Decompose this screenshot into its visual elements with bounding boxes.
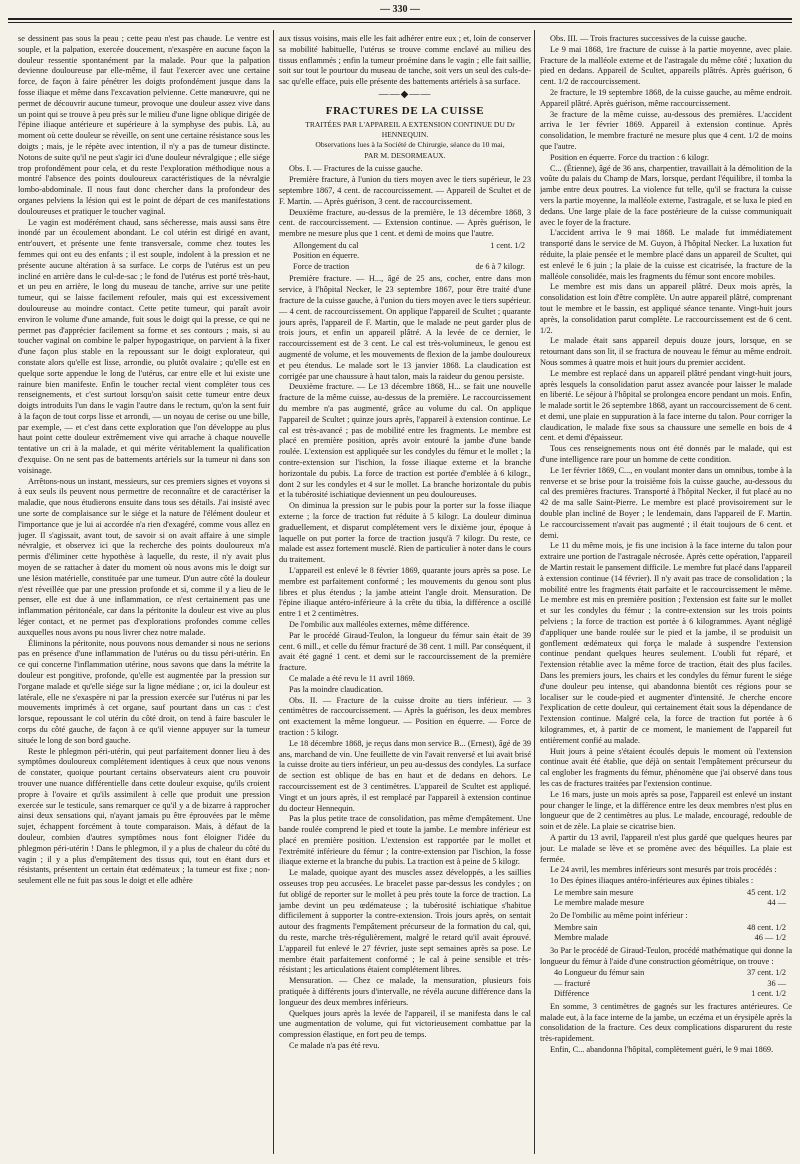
- paragraph: Le 18 décembre 1868, je reçus dans mon service B... (Ernest), âgé de 39 ans, marchand de vin. Une feuillette de vin l'avait renversé et lui avait brisé la cuisse droite au tiers inférieur, un peu au-dessus des condyles. La surface de section est oblique de bas en haut et de dedans en dehors. Le raccourcissement est de 3 centimètres. L'appareil de Scultet est appliqué. Vingt et un jours après, il est remplacé par l'appareil à extension continue du docteur Hennequin.: [279, 738, 531, 813]
- paragraph: Le malade, quoique ayant des muscles assez développés, a les saillies osseuses trop peu accusées. Le bracelet passe par-dessus les condyles ; on fut obligé de reporter sur le mollet à peu près toute la force de traction. La jambe devint un peu œdémateuse ; la tubérosité ischiatique s'habitue difficilement à supporter la contre-extension. Trois jours après, on sentait autour des fragments l'empâtement précurseur de la formation du cal, qui, du reste, marche très-régulièrement, malgré le retard qu'il avait éprouvé. L'appareil fut enlevé le 27 février, juste sept semaines après sa pose. Le membre était parfaitement conformé ; le cal à peine sensible et très-résistant ; les articulations étaient complétement libres.: [279, 868, 531, 975]
- measurement-row: [540, 898, 792, 909]
- column-1: [18, 34, 270, 1154]
- paragraph: 3e fracture de la même cuisse, au-dessous des premières. L'accident arriva le 1er février 1869. Appareil à extension continue. Après consolidation, le membre fracturé ne mesure plus que 4 cent. 1/2 de moins que l'autre.: [540, 109, 792, 151]
- measurement-table: [540, 888, 792, 909]
- paragraph: Position en équerre. Force du traction : 6 kilogr.: [550, 152, 709, 162]
- paragraph: Le membre est mis dans un appareil plâtré. Deux mois après, la consolidation est loin d'être complète. Un autre appareil plâtré, comprenant tout le membre et le bassin, est appliqué séance tenante. Vingt-huit jours après, la consolidation parut complète. Le raccourcissement est de 6 cent. 1/2.: [540, 282, 792, 335]
- measurement-table: [279, 241, 531, 273]
- measurement-label: Position en équerre.: [293, 251, 360, 261]
- measurement-value: de 6 à 7 kilogr.: [475, 261, 525, 271]
- measurement-label: Allongement du cal: [293, 240, 359, 250]
- paragraph: Le vagin est modérément chaud, sans sécheresse, mais aussi sans être inondé par un écoulement abondant. Le col utérin est dirigé en avant, entr'ouvert, et présente une fente transversale, comme chez toutes les femmes qui ont eu des enfants ; il est souple, indolent à la pression et ne présente aucune altération à sa surface. Le corps de l'utérus est un peu incliné en arrière dans le cul-de-sac ; le fond de l'utérus est porté très-haut, et un peu en arrière, le long du museau de tanche, arrive sur une petite tumeur, qui se laisse facilement refouler, mais qui est excessivement douloureuse au moindre contact. Cette petite tumeur, qui paraît avoir environ le volume d'une amande, fuit sous le doigt qui la presse, ce qui ne permet pas d'apprécier facilement sa forme et ses contours ; mais, si au toucher vaginal on combine le palper hypogastrique, on parvient à la fixer d'une façon plus stable en la repoussant sur le doigt explorateur, qui constate alors qu'elle est lisse, arrondie, ou plutôt ovalaire ; qu'elle est en quelque sorte appendue le long de l'utérus, car entre elle et lui existe une rainure bien manifeste. Enfin le toucher rectal vient compléter tous ces renseignements, et c'est surtout lorsqu'on saisit cette tumeur entre deux doigts introduits l'un dans le vagin l'autre dans le rectum, qu'on la sent fuir à la façon de tout corps lisse et arrondi, — un noyau de cerise ou une bille, par exemple, — et c'est dans cette exploration que l'on développe au plus haut point cette douleur extrêmement vive qui arrache à chaque nouvelle tentative un cri à la malade, et qui mérite véritablement la qualification d'exquise. On ne sent pas de battements artériels sur la tumeur ni dans son voisinage.: [18, 217, 270, 475]
- paragraph: Pas la moindre claudication.: [289, 684, 384, 694]
- article-title: FRACTURES DE LA CUISSE: [325, 104, 485, 117]
- measurement-value: 44 —: [767, 898, 786, 908]
- measurement-row: [279, 241, 531, 252]
- paragraph: Le 24 avril, les membres inférieurs sont mesurés par trois procédés :: [550, 865, 777, 875]
- page-number: — 330 —: [380, 4, 420, 15]
- measurement-row: [540, 989, 792, 1000]
- measurement-label: 4o Longueur du fémur sain: [554, 968, 645, 978]
- section-ornament: ——◆——: [378, 88, 432, 100]
- measurement-table: [540, 968, 792, 1000]
- paragraph: Première fracture. — H..., âgé de 25 ans, cocher, entre dans mon service, à l'hôpital Necker, le 23 septembre 1867, pour être traité d'une fracture de la cuisse gauche, à l'union du tiers moyen avec le tiers supérieur. — 4 cent. de raccourcissement. On applique l'appareil de Scultet ; quarante jours après, l'appareil de F. Martin, que le malade ne peut garder plus de trois jours, et enfin un appareil plâtré. A la levée de ce dernier, le raccourcissement est de 3 cent. Le cal est très-volumineux, le genou est augmenté de volume, et les mouvements de flexion de la jambe douloureux et peu étendus. Le malade sort le 13 janvier 1868. La claudication est corrigée par une chaussure à haut talon, mais la raideur du genou persiste.: [279, 274, 531, 381]
- measurement-label: Le membre malade mesure: [554, 898, 645, 908]
- measurement-row: [540, 933, 792, 944]
- paragraph: En somme, 3 centimètres de gagnés sur les fractures antérieures. Ce malade eut, à la face interne de la jambe, un eczéma et un érysipèle après la consolidation de la fracture. Ces deux complications disparurent du reste très-rapidement.: [540, 1001, 792, 1044]
- measurement-row: [540, 923, 792, 934]
- measurement-row: [540, 968, 792, 979]
- paragraph: De l'ombilic aux malléoles externes, même différence.: [289, 619, 470, 629]
- column-divider-2: [534, 30, 535, 1154]
- paragraph: Quelques jours après la levée de l'appareil, il se manifesta dans le cal une augmentation de volume, qui fut victorieusement combattue par la compression élastique, en fort peu de temps.: [279, 1008, 531, 1040]
- measurement-value: 48 cent. 1/2: [747, 922, 786, 932]
- measurement-label: Différence: [554, 989, 590, 999]
- paragraph: On diminua la pression sur le pubis pour la porter sur la fosse iliaque externe ; la force de traction fut réduite à 5 kilogr. La douleur diminua graduellement, et disparut complétement vers le dixième jour, époque à laquelle on put porter la force de traction jusqu'à 7 kilogr. Du reste, ce malade est assez fortement musclé. Rien de particulier à noter dans le cours du traitement.: [279, 501, 531, 565]
- paragraph: Arrêtons-nous un instant, messieurs, sur ces premiers signes et voyons si à eux seuls ils peuvent nous permettre de reconnaître et de caractériser la maladie, que nous étudierons ensuite dans tous ses détails. J'ai insisté avec une sorte de complaisance sur le siége et la nature de l'élément douleur et l'importance que je lui ai accordée n'a rien d'exagéré, comme vous allez en juger. Il s'agissait, avant tout, de savoir si on avait affaire à une simple névralgie, et observez ici que la recherche des points douloureux m'a permis d'éliminer cette hypothèse à laquelle, du reste, il n'y avait plus moyen de se rattacher à dater du moment où nous avons mis le doigt sur une lésion matérielle, constituée par une tumeur. D'un autre côté la douleur n'est réveillée que par une pression profonde et si, comme il y a lieu de le penser, elle est due à une inflammation, ce n'est certainement pas une inflammation péritonéale, car dans la péritonite la douleur est vive au plus léger contact, et ne permet pas d'explorations profondes comme celles auxquelles nous avons pu nous livrer chez notre malade.: [18, 476, 270, 637]
- paragraph: Le 11 du même mois, je fis une incision à la face interne du talon pour extraire une portion de l'astragale nécrosée. Après cette opération, l'appareil de Martin restait le pansement difficile. Le membre fut placé dans l'appareil à extension continue (14 février). Il n'y avait pas trace de consolidation ; la mobilité entre les fragments était parfaite et le raccourcissement le même. Le membre est mis en première position ; l'extension est faite sur le mollet et sur les condyles du fémur ; la contre-extension sur les trois points pelviens ; la force de traction est portée à 6 kilogrammes. Ayant négligé d'appliquer une bande roulée sur le pied et la jambe, il se produisit un gonflement œdémateux qui força le malade à suspendre l'extension continue pendant quelques heures seulement. L'oubli fut réparé, et l'extension rétablie avec la même force de traction, était des plus faciles. Dans les premiers jours, les chairs et les condyles du fémur furent le siége d'une douleur peu intense, qui abandonna bientôt ces régions pour se localiser sur le coude-pied et augmenter d'intensité. Je cherche encore l'explication de cette douleur, qui certainement était sous la dépendance de l'extension continue. Malgré cela, la force de traction fut portée à 6 kilogrammes, et, à partir de ce moment, le maniement de l'appareil fut entièrement confié au malade.: [540, 541, 792, 745]
- paragraph: Première fracture, à l'union du tiers moyen avec le tiers supérieur, le 23 septembre 1867, 4 cent. de raccourcissement. — Appareil de Scultet et de F. Martin. — Après guérison, 3 cent. de raccourcissement.: [279, 175, 531, 206]
- paragraph: Enfin, C... abandonna l'hôpital, complètement guéri, le 9 mai 1869.: [550, 1045, 774, 1055]
- paragraph: Le membre est replacé dans un appareil plâtré pendant vingt-huit jours, après lesquels la consolidation parut assez avancée pour laisser le malade en liberté. Le séjour à l'hôpital se prolongea encore pendant un mois. Enfin, le malade sortit le 26 septembre 1868, ayant un raccourcissement de 6 cent. et demi, une plaie en suppuration à la face interne du talon. Pour corriger la claudication, le malade fixe sous sa chaussure une semelle en bois de 4 cent. et demi d'épaisseur.: [540, 368, 792, 443]
- measurement-table: [540, 923, 792, 944]
- paragraph: 1o Des épines iliaques antéro-inférieures aux épines tibiales :: [550, 876, 754, 886]
- paragraph: Huit jours à peine s'étaient écoulés depuis le moment où l'extension continue avait été établie, que déjà on sentait l'empâtement précurseur du cal englober les fragments du fémur, phénomène que j'ai observé dans tous les cas de fractures traitées par l'extension continue.: [540, 746, 792, 788]
- observation-heading: Obs. I. — Fractures de la cuisse gauche.: [289, 164, 423, 174]
- paragraph: Le malade était sans appareil depuis douze jours, lorsque, en se retournant dans son lit, il se fractura de nouveau le fémur au même endroit. Nous sommes à quatre mois et huit jours du premier accident.: [540, 336, 792, 367]
- paragraph: A partir du 13 avril, l'appareil n'est plus gardé que quelques heures par jour. Le malade se lève et se promène avec des béquilles. La plaie est fermée.: [540, 832, 792, 864]
- observation-heading: Obs. III. — Trois fractures successives de la cuisse gauche.: [550, 34, 747, 43]
- paragraph: L'appareil est enlevé le 8 février 1869, quarante jours après sa pose. Le membre est parfaitement conformé ; les mouvements du genou sont plus libres et plus étendus ; la jambe atteint l'angle droit. Mensuration. De l'épine iliaque antéro-inférieure à la crête du tibia, la différence a oscillé entre 1 et 2 centimètres.: [279, 565, 531, 619]
- paragraph: Deuxième fracture, au-dessus de la première, le 13 décembre 1868, 3 cent. de raccourcissement. — Extension continue. — Après guérison, le membre ne mesure plus que 1 cent. et demi de moins que l'autre.: [279, 207, 531, 239]
- paragraph: Éliminons la péritonite, nous pouvons nous demander si nous ne serions pas en présence d'une inflammation de l'utérus ou du tissu péri-utérin. En ce qui concerne l'inflammation utérine, nous savons que dans la métrite la douleur est pongitive, profonde, qu'elle est augmentée par la pression sur l'organe malade et qu'elle siége sur la ligne médiane ; or, ici la douleur est latérale, elle ne s'exaspère ni par la pression exercée sur l'utérus ni par les mouvements imprimés à cet organe, sauf pourtant dans un cas : c'est lorsque, repoussant le col utérin du côté droit, on tend à faire basculer le corps du côté gauche, de façon à ce qu'il vienne appuyer sur la tumeur située le long de son bord gauche.: [18, 638, 270, 745]
- column-3: [540, 34, 792, 1154]
- observation-heading: Obs. II. — Fracture de la cuisse droite au tiers inférieur. — 3 centimètres de raccourcissement. — Après la guérison, les deux membres ont exactement la même longueur. — Position en équerre. — Force de traction : 5 kilogr.: [279, 695, 531, 737]
- header-rule-thin: [8, 22, 792, 23]
- measurement-value: 1 cent. 1/2: [751, 989, 786, 999]
- measurement-value: [428, 251, 531, 262]
- article-subtitle: TRAITÉES PAR L'APPAREIL A EXTENSION CONTINUE DU Dr HENNEQUIN.: [305, 119, 515, 139]
- measurement-row: [540, 979, 792, 990]
- measurement-value: 37 cent. 1/2: [747, 968, 786, 978]
- article-author: PAR M. DESORMEAUX.: [364, 150, 446, 160]
- measurement-value: 45 cent. 1/2: [747, 887, 786, 897]
- paragraph: Ce malade n'a pas été revu.: [289, 1041, 380, 1051]
- paragraph: L'accident arriva le 9 mai 1868. Le malade fut immédiatement transporté dans le service de M. Guyon, à l'hôpital Necker. La luxation fut réduite, la plaie pensée et le membre placé dans un appareil de Scultet, qui est enlevé le 6 juin ; la plaie de la cuisse est cicatrisée, la fracture de la malléole consolidée, mais les fragments du fémur sont encore mobiles.: [540, 228, 792, 281]
- paragraph: Deuxième fracture. — Le 13 décembre 1868, H... se fait une nouvelle fracture de la même cuisse, au-dessus de la première. Le raccourcissement du membre n'a pas augmenté, grâce au volume du cal. On applique l'appareil de Scultet ; quinze jours après, l'appareil à extension continue. Le cal est très-avancé ; pas de mobilité entre les fragments. Le membre est placé en première position, après avoir entouré la jambe d'une bande roulée. L'extension est appliquée sur les condyles du fémur et le mollet ; la contre-extension sur l'ischion, la fosse iliaque externe et la branche horizontale du pubis. La force de traction est portée d'emblée à 6 kilogr., dont 2 sur les condyles et 4 sur le mollet. La branche horizontale du pubis et la tubérosité ischiatique deviennent un peu douloureuses.: [279, 382, 531, 500]
- column-divider-1: [273, 30, 274, 1154]
- measurement-label: Force de traction: [293, 261, 350, 271]
- paragraph: 3o Par le procédé de Giraud-Teulon, procédé mathématique qui donne la longueur du fémur à l'aide d'une construction géométrique, on trouve :: [540, 945, 792, 966]
- paragraph: se dessinent pas sous la peau ; cette peau n'est pas chaude. Le ventre est souple, et la palpation, exercée doucement, n'exaspère en aucune façon la douleur ressentie spontanément par la malade. Pour que la palpation devienne douloureuse par elle-même, il faut l'exercer avec une certaine force, de façon à faire pénétrer les doigts profondément jusque dans la fosse iliaque et même dans l'excavation pelvienne. Cette manœuvre, qui ne permet de découvrir aucune tumeur, provoque une douleur assez vive dans un point qui se trouve à peu près sur le milieu d'une ligne oblique dirigée de l'épine iliaque antérieure et supérieure à la symphyse des pubis. Là, au moment où cette douleur se réveille, on sent une certaine résistance sous les doigts ; mais, je le répète avec intention, il n'y a pas de tumeur distincte. Notons de suite qu'il ne peut s'agir ici d'une douleur névralgique ; elle siége trop profondément pour cela, et du reste l'exploration méthodique nous a montré l'absence des points douloureux caractéristiques de la névralgie lombo-abdominale. Il nous faut donc chercher dans la profondeur des organes pelviens la lésion qui est le point de départ de ces manifestations douloureuses et pratiquer le toucher vaginal.: [18, 34, 270, 216]
- paragraph: Par le procédé Giraud-Teulon, la longueur du fémur sain était de 39 cent. 6 mill., et celle du fémur fracturé de 38 cent. 1 mill. Par conséquent, il avait été gagné 1 cent. et demi sur le raccourcissement de la première fracture.: [279, 630, 531, 673]
- measurement-row: [279, 262, 531, 273]
- paragraph: Ce malade a été revu le 11 avril 1869.: [289, 673, 415, 683]
- article-session: Observations lues à la Société de Chirurgie, séance du 10 mai,: [315, 139, 505, 149]
- paragraph: C... (Étienne), âgé de 36 ans, charpentier, travaillait à la démolition de la voûte du palais du Champ de Mars, lorsque, perdant l'équilibre, il tomba la jambe entre deux poutres. La violence fut telle, qu'il se fractura la cuisse vers la partie moyenne, la malléole externe, l'astragale, et se luxa le pied en dedans. Une large plaie de la face postérieure de la cuisse communiquait avec le foyer de la fracture.: [540, 163, 792, 227]
- measurement-label: — fracturé: [554, 978, 591, 988]
- paragraph: 2o De l'ombilic au même point inférieur :: [550, 910, 688, 920]
- paragraph: 2e fracture, le 19 septembre 1868, de la cuisse gauche, au même endroit. Appareil plâtré. Après guérison, même raccourcissement.: [540, 87, 792, 108]
- paragraph: Tous ces renseignements nous ont été donnés par le malade, qui est d'une intelligence rare pour un homme de cette condition.: [540, 444, 792, 465]
- paragraph: Mensuration. — Chez ce malade, la mensuration, plusieurs fois pratiquée à différents jours d'intervalle, ne révéla aucune différence dans la longueur des deux membres inférieurs.: [279, 976, 531, 1007]
- measurement-value: 36 —: [767, 978, 786, 988]
- column-2: [279, 34, 531, 1154]
- measurement-value: 46 — 1/2: [754, 933, 786, 943]
- measurement-row: [540, 888, 792, 899]
- measurement-label: Membre malade: [554, 933, 609, 943]
- paragraph: Le 9 mai 1868, 1re fracture de cuisse à la partie moyenne, avec plaie. Fracture de la malléole externe et de l'astragale du même côté ; luxation du pied en dedans. Appareil de Scultet, appareils plâtrés. Après guérison, 6 cent. 1/2 de raccourcissement.: [540, 44, 792, 87]
- paragraph: Le 1er février 1869, C..., en voulant monter dans un omnibus, tombe à la renverse et se brise pour la troisième fois la cuisse gauche, au-dessous du cal des premières fractures. Transporté à l'hôpital Necker, il fut placé au no 42 de ma salle Saint-Pierre. Le membre est placé provisoirement sur le double plan incliné de Boyer ; le lendemain, dans l'appareil de F. Martin. Le raccourcissement n'avait pas augmenté ; il était toujours de 6 cent. et demi.: [540, 465, 792, 540]
- measurement-row: [279, 251, 531, 262]
- paragraph: Pas la plus petite trace de consolidation, pas même d'empâtement. Une bande roulée comprend le pied et toute la jambe. Le membre inférieur est placé en première position. L'extension est rapportée par le mollet et l'extrémité inférieure du fémur ; la contre-extension par l'ischion, la fosse iliaque externe et la branche du pubis. La traction est à peine de 5 kilogr.: [279, 814, 531, 867]
- paragraph: aux tissus voisins, mais elle les fait adhérer entre eux ; et, loin de conserver sa mobilité habituelle, l'utérus se trouve comme enclavé au milieu des tissus enflammés ; enfin la tumeur proémine dans le vagin ; elle fait saillie, soit sur tout le pourtour du museau de tanche, soit vers un seul des culs-de-sac qu'elle efface, puis elle présente des battements artériels à sa surface.: [279, 34, 531, 87]
- measurement-value: 1 cent. 1/2: [490, 240, 525, 250]
- paragraph: Le 16 mars, juste un mois après sa pose, l'appareil est enlevé un instant pour changer le linge, et la différence entre les deux membres n'est plus en longueur que de 2 centimètres au plus. Le malade, encouragé, redouble de soin et de zèle. La plaie se cicatrise bien.: [540, 789, 792, 832]
- header-rule-thick: [8, 18, 792, 20]
- measurement-label: Membre sain: [554, 922, 598, 932]
- paragraph: Reste le phlegmon péri-utérin, qui peut parfaitement donner lieu à des symptômes douloureux complétement identiques à ceux que nous venons de constater, quoique pourtant certains observateurs aient cru pouvoir trouver une nuance différentielle dans cette douleur exquise, qu'ils croient propre à l'ovaire et qu'ils assimilent à celle que produit une pression exercée sur le testicule, sans remarquer ce qu'il y a de bizarre à rapprocher ainsi deux sensations qui, n'ayant jamais pu être éprouvées par le même sujet, échappent forcément à toute comparaison. Mais, à défaut de la douleur, combien d'autres symptômes nous font éloigner l'idée du phlegmon péri-utérin ! Dans le phlegmon, il y a plus de chaleur du côté du vagin ; il y a plus d'empâtement des tissus qui, tout en étant durs et résistants, présentent un certain état œdémateux ; la tumeur est fixe ; non-seulement elle ne fuit pas sous le doigt et elle adhère: [18, 746, 270, 886]
- measurement-label: Le membre sain mesure: [554, 887, 634, 897]
